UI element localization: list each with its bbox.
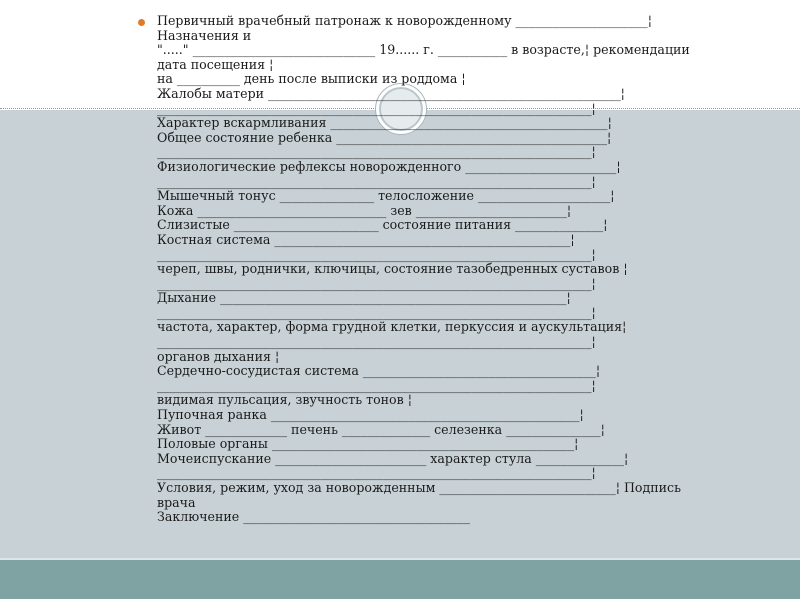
bullet-icon bbox=[138, 19, 145, 26]
form-line: Сердечно-сосудистая система _____________________________________¦ bbox=[157, 363, 601, 379]
form-line: Пупочная ранка _________________________________________________¦ bbox=[157, 407, 584, 423]
form-line: Характер вскармливания ____________________________________________¦ bbox=[157, 115, 612, 131]
form-line: _____________________________________________________________________¦ bbox=[157, 246, 596, 262]
form-line: череп, швы, роднички, ключицы, состояние тазобедренных суставов ¦ bbox=[157, 261, 628, 277]
form-line: _____________________________________________________________________¦ bbox=[157, 334, 596, 350]
form-text-block bbox=[157, 14, 777, 525]
form-line: _____________________________________________________________________¦ bbox=[157, 377, 596, 393]
form-line: Первичный врачебный патронаж к новорожденному _____________________¦ bbox=[157, 13, 652, 28]
form-line: врача bbox=[157, 494, 196, 510]
form-line: органов дыхания ¦ bbox=[157, 348, 280, 364]
form-line: дата посещения ¦ bbox=[157, 56, 274, 72]
form-line: Мышечный тонус _______________ телосложение _____________________¦ bbox=[157, 188, 615, 204]
form-line: Дыхание _______________________________________________________¦ bbox=[157, 290, 571, 306]
form-line: Жалобы матери ________________________________________________________¦ bbox=[157, 85, 625, 101]
form-line: Назначения и bbox=[157, 27, 252, 43]
form-line: Костная система _______________________________________________¦ bbox=[157, 231, 575, 247]
form-line: _____________________________________________________________________¦ bbox=[157, 275, 596, 291]
form-line: _____________________________________________________________________¦ bbox=[157, 100, 596, 116]
form-line: Условия, режим, уход за новорожденным ____________________________¦ Подпись bbox=[157, 480, 681, 495]
form-line: частота, характер, форма грудной клетки, перкуссия и аускультация¦ bbox=[157, 319, 627, 335]
form-line: Мочеиспускание ________________________ характер стула ______________¦ bbox=[157, 450, 629, 466]
form-line: "....." _____________________________ 19...... г. ___________ в возрасте,¦ рекомендации bbox=[157, 42, 690, 58]
form-line: Заключение ____________________________________ bbox=[157, 509, 470, 525]
form-line: Общее состояние ребенка ___________________________________________¦ bbox=[157, 129, 612, 145]
form-line: Кожа ______________________________ зев ________________________¦ bbox=[157, 202, 572, 218]
form-line: Половые органы ________________________________________________¦ bbox=[157, 436, 579, 452]
form-line: _____________________________________________________________________¦ bbox=[157, 144, 596, 160]
form-line: на __________ день после выписки из роддома ¦ bbox=[157, 71, 466, 87]
form-line: Слизистые _______________________ состояние питания ______________¦ bbox=[157, 217, 608, 233]
form-line: Живот _____________ печень ______________ селезенка _______________¦ bbox=[157, 421, 605, 437]
form-line: Физиологические рефлексы новорожденного ________________________¦ bbox=[157, 158, 621, 174]
bottom-band bbox=[0, 560, 800, 599]
form-line: _____________________________________________________________________¦ bbox=[157, 304, 596, 320]
form-line: видимая пульсация, звучность тонов ¦ bbox=[157, 392, 412, 408]
form-line: _____________________________________________________________________¦ bbox=[157, 465, 596, 481]
form-line: _____________________________________________________________________¦ bbox=[157, 173, 596, 189]
